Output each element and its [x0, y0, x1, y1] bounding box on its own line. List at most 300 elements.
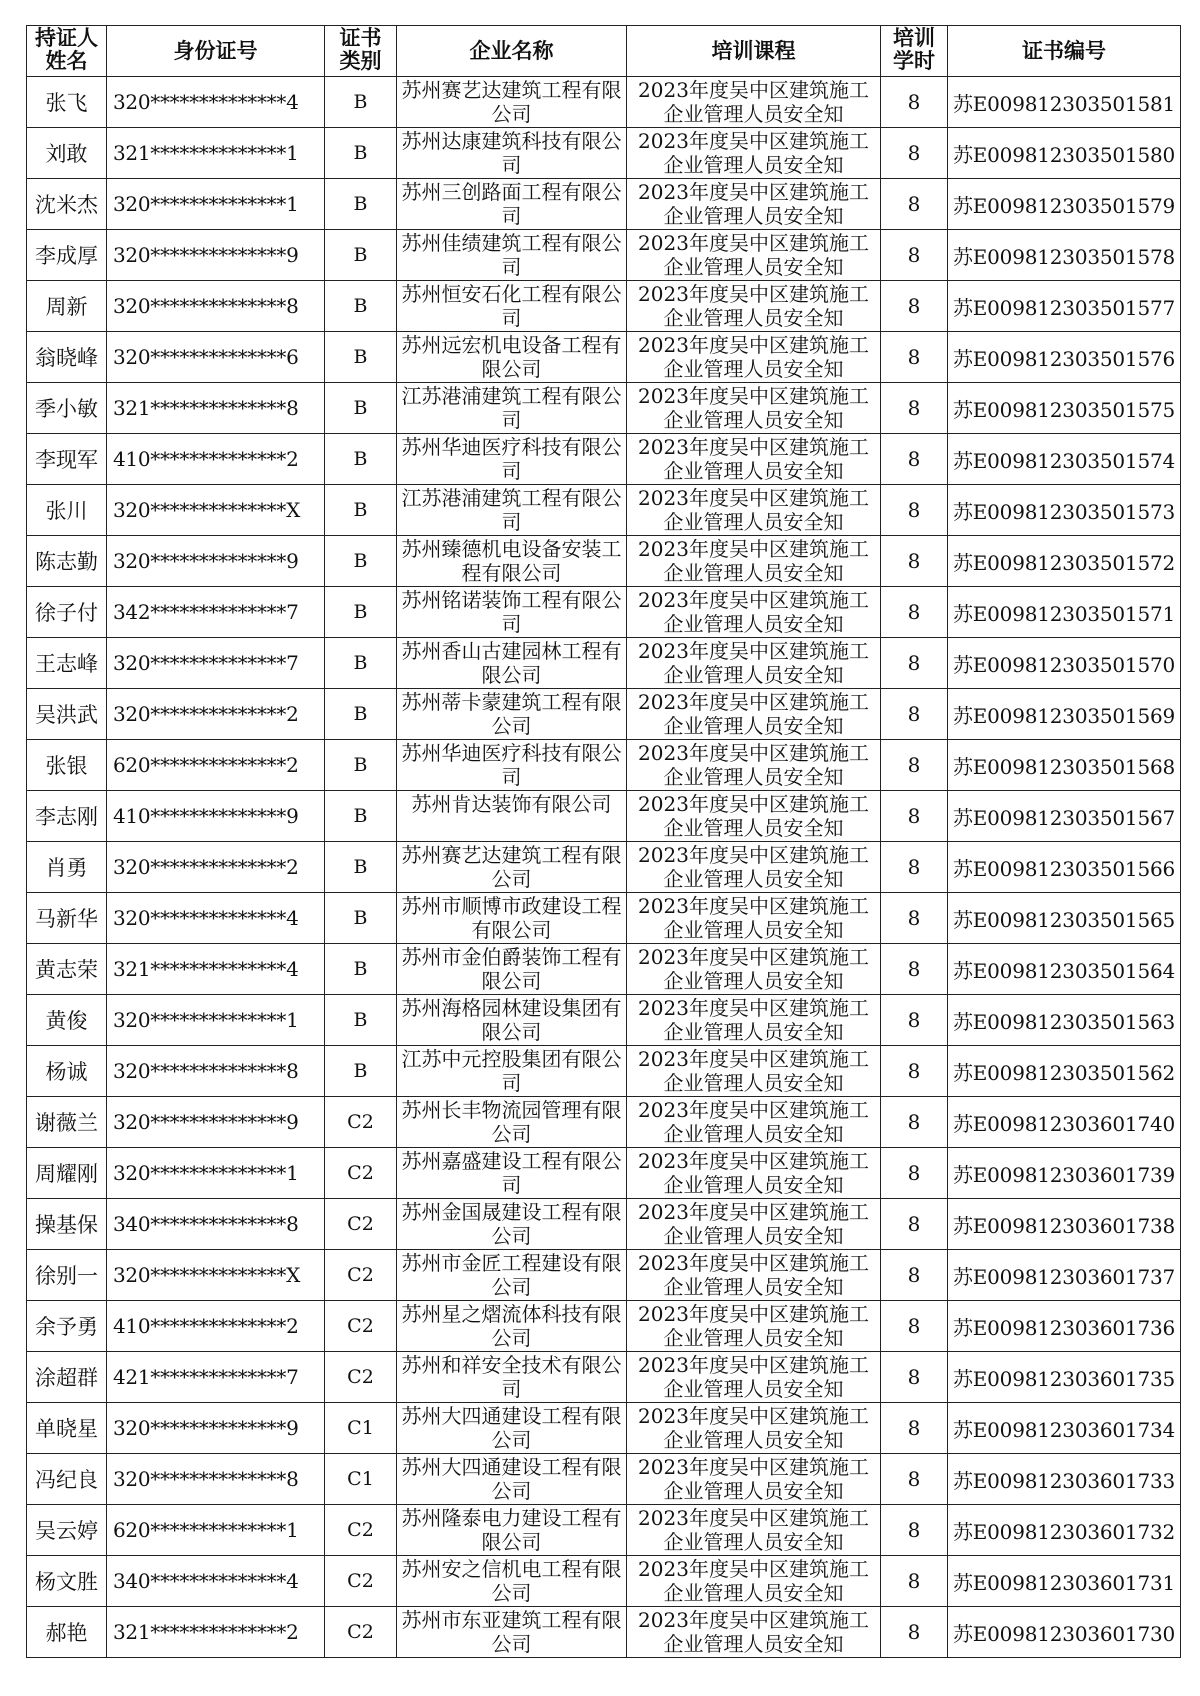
- company-cell: [397, 332, 627, 383]
- hours-cell: [881, 689, 948, 740]
- id-number-cell: [107, 1607, 325, 1658]
- holder-name-cell-text: 谢薇兰: [35, 1111, 98, 1135]
- cert-category-cell: [325, 638, 397, 689]
- holder-name-cell: [27, 740, 107, 791]
- cert-number-cell: [948, 281, 1181, 332]
- header-category-line2: 类别: [339, 49, 382, 73]
- company-cell-text: 苏州市东亚建筑工程有限公司: [401, 1608, 622, 1656]
- id-number-cell: [107, 944, 325, 995]
- id-number-cell-text: 410**************2: [113, 447, 299, 471]
- holder-name-cell-text: 陈志勤: [35, 550, 98, 574]
- company-cell: [397, 893, 627, 944]
- table-body: [27, 77, 1181, 1658]
- table-row: [27, 434, 1181, 485]
- holder-name-cell: [27, 995, 107, 1046]
- table-row: [27, 1505, 1181, 1556]
- id-number-cell-text: 320**************4: [113, 90, 299, 114]
- company-cell: [397, 281, 627, 332]
- cert-category-cell: [325, 485, 397, 536]
- id-number-cell-text: 410**************9: [113, 804, 299, 828]
- holder-name-cell-text: 翁晓峰: [35, 346, 98, 370]
- cert-category-cell-text: B: [353, 652, 368, 674]
- course-cell-text: 2023年度吴中区建筑施工企业管理人员安全知: [638, 333, 869, 381]
- holder-name-cell: [27, 485, 107, 536]
- holder-name-cell-text: 余予勇: [35, 1315, 98, 1339]
- hours-cell-text: 8: [907, 345, 921, 369]
- company-cell: [397, 77, 627, 128]
- id-number-cell: [107, 536, 325, 587]
- cert-number-cell: [948, 791, 1181, 842]
- hours-cell: [881, 434, 948, 485]
- cert-number-cell: [948, 230, 1181, 281]
- course-cell: [627, 332, 881, 383]
- cert-number-cell: [948, 944, 1181, 995]
- cert-category-cell-text: B: [353, 550, 368, 572]
- id-number-cell-text: 320**************6: [113, 345, 299, 369]
- company-cell-text: 苏州大四通建设工程有限公司: [401, 1455, 622, 1503]
- hours-cell: [881, 1148, 948, 1199]
- id-number-cell-text: 320**************9: [113, 1110, 299, 1134]
- id-number-cell-text: 340**************4: [113, 1569, 299, 1593]
- id-number-cell-text: 620**************1: [113, 1518, 299, 1542]
- id-number-cell: [107, 638, 325, 689]
- company-cell: [397, 1556, 627, 1607]
- holder-name-cell: [27, 434, 107, 485]
- company-cell-text: 苏州香山古建园林工程有限公司: [401, 639, 622, 687]
- company-cell-text: 苏州远宏机电设备工程有限公司: [401, 333, 622, 381]
- hours-cell: [881, 332, 948, 383]
- course-cell: [627, 1148, 881, 1199]
- holder-name-cell-text: 肖勇: [45, 856, 88, 880]
- certificate-table-sheet: [26, 25, 1180, 1658]
- id-number-cell: [107, 230, 325, 281]
- hours-cell: [881, 383, 948, 434]
- table-row: [27, 995, 1181, 1046]
- id-number-cell: [107, 740, 325, 791]
- hours-cell: [881, 944, 948, 995]
- cert-number-cell-text: 苏E009812303501572: [952, 550, 1176, 575]
- cert-category-cell-text: C2: [347, 1315, 374, 1337]
- cert-category-cell-text: B: [353, 397, 368, 419]
- cert-number-cell: [948, 1556, 1181, 1607]
- company-cell: [397, 1199, 627, 1250]
- id-number-cell-text: 321**************8: [113, 396, 299, 420]
- cert-number-cell: [948, 995, 1181, 1046]
- company-cell: [397, 230, 627, 281]
- id-number-cell-text: 320**************X: [113, 1263, 301, 1287]
- hours-cell: [881, 536, 948, 587]
- holder-name-cell: [27, 1607, 107, 1658]
- header-hours: [881, 26, 948, 77]
- course-cell: [627, 740, 881, 791]
- certificate-table: [26, 25, 1181, 1658]
- course-cell-text: 2023年度吴中区建筑施工企业管理人员安全知: [638, 180, 869, 228]
- course-cell-text: 2023年度吴中区建筑施工企业管理人员安全知: [638, 384, 869, 432]
- cert-number-cell-text: 苏E009812303501565: [952, 907, 1176, 932]
- holder-name-cell-text: 李现军: [35, 448, 98, 472]
- cert-number-cell-text: 苏E009812303601740: [952, 1111, 1176, 1136]
- course-cell-text: 2023年度吴中区建筑施工企业管理人员安全知: [638, 1251, 869, 1299]
- cert-category-cell: [325, 1454, 397, 1505]
- cert-number-cell: [948, 893, 1181, 944]
- cert-category-cell: [325, 230, 397, 281]
- course-cell-text: 2023年度吴中区建筑施工企业管理人员安全知: [638, 1200, 869, 1248]
- company-cell-text: 苏州金国晟建设工程有限公司: [401, 1200, 622, 1248]
- holder-name-cell: [27, 1148, 107, 1199]
- header-id-number: [107, 26, 325, 77]
- cert-number-cell-text: 苏E009812303601732: [952, 1519, 1176, 1544]
- hours-cell-text: 8: [907, 141, 921, 165]
- id-number-cell-text: 320**************9: [113, 1416, 299, 1440]
- cert-category-cell-text: C2: [347, 1162, 374, 1184]
- holder-name-cell-text: 张银: [45, 754, 88, 778]
- hours-cell-text: 8: [907, 651, 921, 675]
- cert-category-cell: [325, 332, 397, 383]
- cert-number-cell-text: 苏E009812303501573: [952, 499, 1176, 524]
- course-cell-text: 2023年度吴中区建筑施工企业管理人员安全知: [638, 435, 869, 483]
- company-cell: [397, 740, 627, 791]
- id-number-cell-text: 320**************1: [113, 1161, 299, 1185]
- header-id-label: 身份证号: [173, 38, 258, 63]
- cert-category-cell: [325, 1250, 397, 1301]
- table-row: [27, 281, 1181, 332]
- cert-category-cell: [325, 740, 397, 791]
- cert-number-cell-text: 苏E009812303501568: [952, 754, 1176, 779]
- cert-number-cell: [948, 1250, 1181, 1301]
- hours-cell-text: 8: [907, 753, 921, 777]
- id-number-cell: [107, 587, 325, 638]
- id-number-cell: [107, 1556, 325, 1607]
- course-cell: [627, 383, 881, 434]
- hours-cell: [881, 1250, 948, 1301]
- header-holder-name: [27, 26, 107, 77]
- course-cell: [627, 1607, 881, 1658]
- table-row: [27, 1301, 1181, 1352]
- holder-name-cell-text: 张飞: [45, 91, 88, 115]
- cert-number-cell: [948, 332, 1181, 383]
- cert-category-cell: [325, 791, 397, 842]
- cert-number-cell-text: 苏E009812303501577: [952, 295, 1176, 320]
- course-cell-text: 2023年度吴中区建筑施工企业管理人员安全知: [638, 486, 869, 534]
- cert-number-cell-text: 苏E009812303601736: [952, 1315, 1176, 1340]
- company-cell: [397, 485, 627, 536]
- cert-category-cell: [325, 179, 397, 230]
- cert-category-cell-text: B: [353, 91, 368, 113]
- holder-name-cell-text: 郝艳: [45, 1621, 88, 1645]
- company-cell-text: 苏州铭诺装饰工程有限公司: [401, 588, 622, 636]
- id-number-cell: [107, 485, 325, 536]
- holder-name-cell-text: 吴洪武: [35, 703, 98, 727]
- course-cell-text: 2023年度吴中区建筑施工企业管理人员安全知: [638, 231, 869, 279]
- cert-category-cell: [325, 1607, 397, 1658]
- holder-name-cell-text: 徐子付: [35, 601, 98, 625]
- hours-cell: [881, 1454, 948, 1505]
- cert-number-cell-text: 苏E009812303501571: [952, 601, 1176, 626]
- cert-category-cell: [325, 1556, 397, 1607]
- cert-category-cell-text: B: [353, 754, 368, 776]
- cert-number-cell: [948, 1454, 1181, 1505]
- cert-category-cell-text: C1: [347, 1468, 374, 1490]
- id-number-cell: [107, 791, 325, 842]
- cert-number-cell: [948, 638, 1181, 689]
- table-row: [27, 638, 1181, 689]
- hours-cell: [881, 1199, 948, 1250]
- company-cell: [397, 842, 627, 893]
- cert-number-cell-text: 苏E009812303601734: [952, 1417, 1176, 1442]
- cert-number-cell: [948, 434, 1181, 485]
- cert-category-cell-text: B: [353, 499, 368, 521]
- company-cell-text: 苏州市顺博市政建设工程有限公司: [401, 894, 622, 942]
- id-number-cell: [107, 77, 325, 128]
- id-number-cell: [107, 281, 325, 332]
- cert-category-cell: [325, 383, 397, 434]
- table-row: [27, 179, 1181, 230]
- holder-name-cell-text: 黄志荣: [35, 958, 98, 982]
- company-cell: [397, 128, 627, 179]
- holder-name-cell: [27, 1046, 107, 1097]
- course-cell-text: 2023年度吴中区建筑施工企业管理人员安全知: [638, 945, 869, 993]
- cert-number-cell: [948, 689, 1181, 740]
- id-number-cell: [107, 434, 325, 485]
- id-number-cell: [107, 1403, 325, 1454]
- hours-cell-text: 8: [907, 192, 921, 216]
- cert-category-cell-text: B: [353, 907, 368, 929]
- cert-category-cell-text: C2: [347, 1570, 374, 1592]
- header-hours-line1: 培训: [893, 26, 935, 50]
- holder-name-cell-text: 李志刚: [35, 805, 98, 829]
- cert-category-cell: [325, 1199, 397, 1250]
- cert-category-cell-text: C2: [347, 1366, 374, 1388]
- holder-name-cell: [27, 77, 107, 128]
- hours-cell-text: 8: [907, 855, 921, 879]
- table-row: [27, 1556, 1181, 1607]
- cert-category-cell-text: B: [353, 142, 368, 164]
- company-cell: [397, 1097, 627, 1148]
- cert-category-cell: [325, 434, 397, 485]
- hours-cell-text: 8: [907, 1059, 921, 1083]
- hours-cell: [881, 740, 948, 791]
- cert-number-cell: [948, 587, 1181, 638]
- cert-category-cell-text: B: [353, 958, 368, 980]
- id-number-cell: [107, 1454, 325, 1505]
- course-cell-text: 2023年度吴中区建筑施工企业管理人员安全知: [638, 1557, 869, 1605]
- holder-name-cell: [27, 1301, 107, 1352]
- cert-number-cell-text: 苏E009812303601738: [952, 1213, 1176, 1238]
- course-cell-text: 2023年度吴中区建筑施工企业管理人员安全知: [638, 78, 869, 126]
- id-number-cell-text: 342**************7: [113, 600, 299, 624]
- company-cell: [397, 434, 627, 485]
- cert-category-cell: [325, 995, 397, 1046]
- cert-category-cell-text: B: [353, 1060, 368, 1082]
- course-cell-text: 2023年度吴中区建筑施工企业管理人员安全知: [638, 1098, 869, 1146]
- course-cell-text: 2023年度吴中区建筑施工企业管理人员安全知: [638, 894, 869, 942]
- holder-name-cell: [27, 1352, 107, 1403]
- course-cell: [627, 995, 881, 1046]
- header-course: [627, 26, 881, 77]
- header-row: [27, 26, 1181, 77]
- course-cell: [627, 179, 881, 230]
- cert-number-cell-text: 苏E009812303501575: [952, 397, 1176, 422]
- holder-name-cell: [27, 179, 107, 230]
- cert-category-cell-text: C2: [347, 1213, 374, 1235]
- hours-cell: [881, 485, 948, 536]
- hours-cell-text: 8: [907, 804, 921, 828]
- table-row: [27, 740, 1181, 791]
- holder-name-cell: [27, 689, 107, 740]
- table-row: [27, 1046, 1181, 1097]
- header-category-line1: 证书: [339, 26, 382, 50]
- hours-cell-text: 8: [907, 1518, 921, 1542]
- table-row: [27, 1199, 1181, 1250]
- header-cert-number: [948, 26, 1181, 77]
- company-cell: [397, 995, 627, 1046]
- course-cell: [627, 281, 881, 332]
- id-number-cell: [107, 179, 325, 230]
- holder-name-cell: [27, 944, 107, 995]
- hours-cell-text: 8: [907, 396, 921, 420]
- company-cell-text: 苏州恒安石化工程有限公司: [401, 282, 622, 330]
- header-company: [397, 26, 627, 77]
- course-cell-text: 2023年度吴中区建筑施工企业管理人员安全知: [638, 1302, 869, 1350]
- course-cell: [627, 1403, 881, 1454]
- course-cell: [627, 1250, 881, 1301]
- cert-category-cell: [325, 944, 397, 995]
- cert-number-cell-text: 苏E009812303501567: [952, 805, 1176, 830]
- cert-category-cell: [325, 1352, 397, 1403]
- cert-category-cell: [325, 587, 397, 638]
- cert-number-cell-text: 苏E009812303501566: [952, 856, 1176, 881]
- holder-name-cell-text: 冯纪良: [35, 1468, 98, 1492]
- cert-number-cell-text: 苏E009812303601737: [952, 1264, 1176, 1289]
- id-number-cell-text: 320**************9: [113, 549, 299, 573]
- holder-name-cell: [27, 1097, 107, 1148]
- cert-number-cell-text: 苏E009812303501578: [952, 244, 1176, 269]
- holder-name-cell: [27, 1199, 107, 1250]
- company-cell-text: 苏州市金匠工程建设有限公司: [401, 1251, 622, 1299]
- table-row: [27, 944, 1181, 995]
- cert-category-cell: [325, 536, 397, 587]
- hours-cell: [881, 128, 948, 179]
- table-row: [27, 1607, 1181, 1658]
- id-number-cell: [107, 383, 325, 434]
- hours-cell-text: 8: [907, 1416, 921, 1440]
- holder-name-cell-text: 刘敢: [45, 142, 88, 166]
- company-cell-text: 江苏港浦建筑工程有限公司: [401, 384, 622, 432]
- cert-category-cell: [325, 689, 397, 740]
- cert-number-cell: [948, 536, 1181, 587]
- cert-category-cell-text: B: [353, 703, 368, 725]
- holder-name-cell-text: 黄俊: [45, 1009, 88, 1033]
- cert-category-cell-text: B: [353, 1009, 368, 1031]
- company-cell: [397, 791, 627, 842]
- company-cell-text: 苏州长丰物流园管理有限公司: [401, 1098, 622, 1146]
- cert-number-cell: [948, 1046, 1181, 1097]
- holder-name-cell: [27, 893, 107, 944]
- course-cell: [627, 230, 881, 281]
- id-number-cell-text: 320**************8: [113, 1059, 299, 1083]
- company-cell-text: 江苏中元控股集团有限公司: [401, 1047, 622, 1095]
- id-number-cell-text: 320**************1: [113, 1008, 299, 1032]
- cert-category-cell-text: B: [353, 244, 368, 266]
- holder-name-cell: [27, 281, 107, 332]
- company-cell-text: 苏州臻德机电设备安装工程有限公司: [401, 537, 622, 585]
- course-cell: [627, 1454, 881, 1505]
- holder-name-cell: [27, 230, 107, 281]
- hours-cell: [881, 1505, 948, 1556]
- company-cell: [397, 536, 627, 587]
- table-row: [27, 791, 1181, 842]
- table-row: [27, 332, 1181, 383]
- header-company-label: 企业名称: [469, 38, 554, 63]
- id-number-cell: [107, 332, 325, 383]
- company-cell-text: 江苏港浦建筑工程有限公司: [401, 486, 622, 534]
- course-cell: [627, 944, 881, 995]
- holder-name-cell-text: 涂超群: [35, 1366, 98, 1390]
- id-number-cell-text: 320**************8: [113, 294, 299, 318]
- id-number-cell: [107, 1046, 325, 1097]
- id-number-cell-text: 321**************2: [113, 1620, 299, 1644]
- cert-number-cell: [948, 1403, 1181, 1454]
- cert-category-cell-text: C2: [347, 1621, 374, 1643]
- id-number-cell-text: 320**************2: [113, 702, 299, 726]
- holder-name-cell-text: 徐别一: [35, 1264, 98, 1288]
- company-cell: [397, 1607, 627, 1658]
- company-cell-text: 苏州和祥安全技术有限公司: [401, 1353, 622, 1401]
- cert-number-cell: [948, 383, 1181, 434]
- cert-number-cell: [948, 1352, 1181, 1403]
- id-number-cell-text: 320**************7: [113, 651, 299, 675]
- holder-name-cell: [27, 1505, 107, 1556]
- course-cell: [627, 1046, 881, 1097]
- id-number-cell: [107, 689, 325, 740]
- table-row: [27, 485, 1181, 536]
- hours-cell: [881, 587, 948, 638]
- cert-number-cell-text: 苏E009812303501574: [952, 448, 1176, 473]
- holder-name-cell-text: 沈米杰: [35, 193, 98, 217]
- cert-number-cell: [948, 179, 1181, 230]
- id-number-cell: [107, 842, 325, 893]
- holder-name-cell: [27, 383, 107, 434]
- hours-cell-text: 8: [907, 447, 921, 471]
- cert-number-cell-text: 苏E009812303601739: [952, 1162, 1176, 1187]
- course-cell: [627, 536, 881, 587]
- course-cell-text: 2023年度吴中区建筑施工企业管理人员安全知: [638, 282, 869, 330]
- hours-cell: [881, 1403, 948, 1454]
- hours-cell: [881, 1607, 948, 1658]
- holder-name-cell: [27, 1556, 107, 1607]
- holder-name-cell: [27, 842, 107, 893]
- cert-category-cell-text: C1: [347, 1417, 374, 1439]
- cert-category-cell: [325, 1046, 397, 1097]
- table-row: [27, 1148, 1181, 1199]
- hours-cell: [881, 791, 948, 842]
- hours-cell-text: 8: [907, 1110, 921, 1134]
- company-cell-text: 苏州市金伯爵装饰工程有限公司: [401, 945, 622, 993]
- id-number-cell: [107, 128, 325, 179]
- id-number-cell-text: 421**************7: [113, 1365, 299, 1389]
- cert-number-cell-text: 苏E009812303501570: [952, 652, 1176, 677]
- hours-cell-text: 8: [907, 1161, 921, 1185]
- company-cell-text: 苏州华迪医疗科技有限公司: [401, 435, 622, 483]
- course-cell-text: 2023年度吴中区建筑施工企业管理人员安全知: [638, 1149, 869, 1197]
- cert-category-cell: [325, 77, 397, 128]
- id-number-cell: [107, 1148, 325, 1199]
- hours-cell-text: 8: [907, 600, 921, 624]
- id-number-cell-text: 340**************8: [113, 1212, 299, 1236]
- course-cell-text: 2023年度吴中区建筑施工企业管理人员安全知: [638, 129, 869, 177]
- company-cell-text: 苏州蒂卡蒙建筑工程有限公司: [401, 690, 622, 738]
- header-holder-line1: 持证人: [35, 26, 98, 50]
